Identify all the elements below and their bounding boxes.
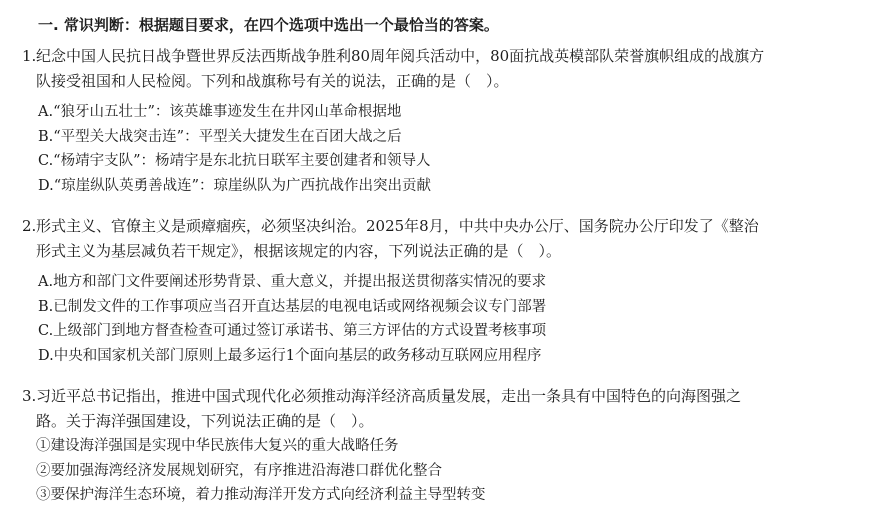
option-a[interactable]: A.地方和部门文件要阐述形势背景、重大意义，并提出报送贯彻落实情况的要求 [38,274,547,290]
stem-line: 习近平总书记指出，推进中国式现代化必须推动海洋经济高质量发展，走出一条具有中国特色的向海图强之 [36,387,742,405]
option-c[interactable]: C.“杨靖宇支队”：杨靖宇是东北抗日联军主要创建者和领导人 [38,153,431,170]
option-list [38,270,874,368]
stem-line: 形式主义、官僚主义是顽瘴痼疾，必须坚决纠治。2025年8月，中共中央办公厅、国务院办公厅印发了《整治 [36,217,759,235]
question-2 [22,214,874,368]
statement-2: ②要加强海湾经济发展规划研究，有序推进沿海港口群优化整合 [36,462,442,479]
option-d[interactable]: D.中央和国家机关部门原则上最多运行1个面向基层的政务移动互联网应用程序 [38,347,542,364]
question-number: 2. [22,217,37,235]
section-title: 一. 常识判断：根据题目要求，在四个选项中选出一个最恰当的答案。 [38,16,499,34]
question-stem [22,44,874,94]
stem-line: 队接受祖国和人民检阅。下列和战旗称号有关的说法，正确的是（ ）。 [36,72,509,90]
question-stem [22,384,874,434]
statement-list [36,434,874,508]
stem-line: 路。关于海洋强国建设，下列说法正确的是（ ）。 [36,412,374,430]
question-number: 1. [22,47,37,65]
stem-line: 形式主义为基层减负若干规定》，根据该规定的内容，下列说法正确的是（ ）。 [36,242,562,260]
statement-3: ③要保护海洋生态环境，着力推动海洋开发方式向经济利益主导型转变 [36,487,486,504]
option-c[interactable]: C.上级部门到地方督查检查可通过签订承诺书、第三方评估的方式设置考核事项 [38,323,547,340]
question-3 [22,384,874,508]
question-stem [22,214,874,264]
stem-line: 纪念中国人民抗日战争暨世界反法西斯战争胜利80周年阅兵活动中，80面抗战英模部队荣誉旗帜组成的战旗方 [36,47,765,65]
statement-1: ①建设海洋强国是实现中华民族伟大复兴的重大战略任务 [36,438,399,454]
option-a[interactable]: A.“狼牙山五壮士”：该英雄事迹发生在井冈山革命根据地 [38,104,402,120]
option-d[interactable]: D.“琼崖纵队英勇善战连”：琼崖纵队为广西抗战作出突出贡献 [38,177,432,194]
option-b[interactable]: B.已制发文件的工作事项应当召开直达基层的电视电话或网络视频会议专门部署 [38,298,547,315]
option-b[interactable]: B.“平型关大战突击连”：平型关大捷发生在百团大战之后 [38,128,402,145]
question-1 [22,44,874,198]
option-list [38,100,874,198]
question-number: 3. [22,387,37,405]
